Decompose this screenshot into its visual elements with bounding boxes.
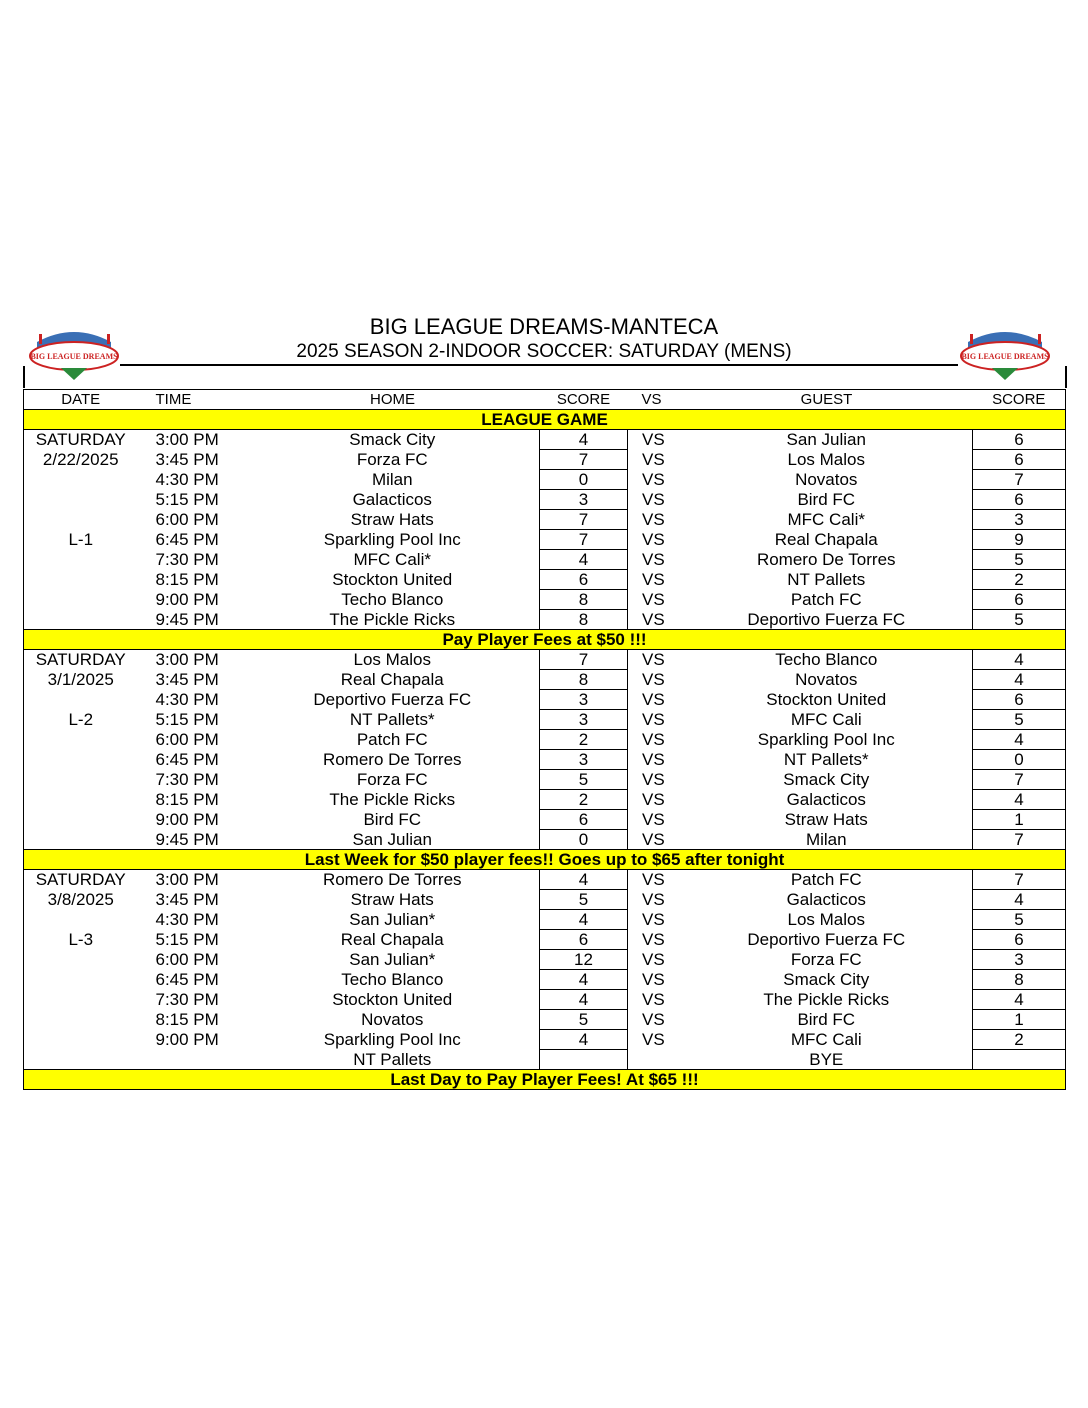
home-team: Novatos — [361, 1010, 424, 1029]
game-time: 3:00 PM — [155, 430, 219, 450]
date-label: 3/1/2025 — [47, 670, 114, 689]
date-label — [24, 1010, 138, 1030]
game-row — [24, 890, 1066, 910]
game-row — [24, 990, 1066, 1010]
home-team: The Pickle Ricks — [329, 609, 456, 629]
game-row — [24, 870, 1066, 890]
svg-text:BIG LEAGUE DREAMS: BIG LEAGUE DREAMS — [30, 352, 118, 361]
date-label — [24, 730, 138, 750]
vs-label: VS — [642, 710, 665, 729]
date-label — [24, 750, 138, 770]
vs-label: VS — [642, 430, 665, 450]
game-time: 5:15 PM — [155, 930, 219, 949]
home-score: 5 — [540, 1010, 628, 1030]
home-score: 0 — [540, 470, 628, 490]
home-team: Bird FC — [363, 810, 422, 829]
page-subtitle: 2025 SEASON 2-INDOOR SOCCER: SATURDAY (MENS) — [296, 341, 792, 362]
guest-score: 4 — [973, 790, 1066, 810]
home-score: 4 — [540, 1030, 628, 1050]
game-time: 9:45 PM — [155, 829, 219, 849]
game-time: 9:00 PM — [155, 810, 219, 829]
game-time: 4:30 PM — [155, 470, 219, 489]
game-row — [24, 790, 1066, 810]
vs-label: VS — [642, 670, 665, 689]
guest-team: MFC Cali* — [787, 510, 865, 529]
home-score: 7 — [540, 450, 628, 470]
home-team: Romero De Torres — [322, 750, 462, 769]
date-label — [24, 790, 138, 810]
guest-team: Los Malos — [787, 910, 865, 929]
guest-team: Deportivo Fuerza FC — [747, 930, 906, 949]
game-row — [24, 490, 1066, 510]
game-row — [24, 950, 1066, 970]
home-score: 3 — [540, 750, 628, 770]
date-label — [24, 490, 138, 510]
game-time: 8:15 PM — [155, 1010, 219, 1029]
guest-score: 6 — [973, 590, 1066, 610]
home-score: 4 — [540, 430, 628, 450]
guest-team: Bird FC — [797, 490, 856, 509]
vs-label: VS — [642, 530, 665, 549]
game-row — [24, 770, 1066, 790]
home-team: Techo Blanco — [341, 970, 444, 989]
banner-row — [24, 410, 1066, 430]
home-team: NT Pallets — [353, 1049, 432, 1069]
game-row — [24, 670, 1066, 690]
home-score: 4 — [540, 910, 628, 930]
date-label — [24, 830, 138, 850]
vs-label: VS — [642, 870, 665, 890]
date-label — [24, 910, 138, 930]
home-score: 4 — [540, 990, 628, 1010]
home-team: Patch FC — [356, 730, 428, 749]
guest-team: Smack City — [783, 770, 870, 789]
home-team: Milan — [371, 470, 413, 489]
vs-label: VS — [642, 910, 665, 929]
guest-team: Techo Blanco — [775, 650, 878, 670]
home-team: Forza FC — [356, 450, 428, 469]
home-score: 2 — [540, 730, 628, 750]
guest-score: 0 — [973, 750, 1066, 770]
game-time: 3:45 PM — [155, 670, 219, 689]
guest-team: Romero De Torres — [756, 550, 896, 569]
guest-score: 1 — [973, 1010, 1066, 1030]
vs-label: VS — [642, 609, 665, 629]
guest-team: Galacticos — [786, 890, 866, 909]
date-label — [24, 550, 138, 570]
home-team: NT Pallets* — [349, 710, 435, 729]
home-team: Sparkling Pool Inc — [323, 1030, 461, 1049]
guest-team: Novatos — [795, 470, 858, 489]
guest-team: Deportivo Fuerza FC — [747, 609, 906, 629]
guest-team: Forza FC — [790, 950, 862, 969]
fee-notice-banner: Last Week for $50 player fees!! Goes up to $65 after tonight — [24, 850, 1066, 870]
game-row — [24, 810, 1066, 830]
game-row — [24, 430, 1066, 450]
league-game-banner: LEAGUE GAME — [24, 410, 1066, 430]
guest-team: San Julian — [786, 430, 866, 450]
home-score: 7 — [540, 510, 628, 530]
game-time: 6:00 PM — [155, 950, 219, 969]
home-score: 3 — [540, 710, 628, 730]
guest-score: 2 — [973, 570, 1066, 590]
game-time: 9:00 PM — [155, 1030, 219, 1049]
game-row — [24, 750, 1066, 770]
vs-label: VS — [642, 890, 665, 909]
home-score: 4 — [540, 550, 628, 570]
guest-score: 7 — [973, 770, 1066, 790]
guest-score: 5 — [973, 550, 1066, 570]
home-score: 12 — [540, 950, 628, 970]
game-row — [24, 830, 1066, 850]
game-time: 6:45 PM — [155, 970, 219, 989]
home-team: MFC Cali* — [353, 550, 431, 569]
game-time: 6:00 PM — [155, 510, 219, 529]
game-row — [24, 970, 1066, 990]
home-score: 3 — [540, 690, 628, 710]
home-score: 8 — [540, 590, 628, 610]
home-team: Forza FC — [356, 770, 428, 789]
vs-label: VS — [642, 570, 665, 589]
guest-score: 2 — [973, 1030, 1066, 1050]
vs-label: VS — [642, 650, 665, 670]
guest-team: Patch FC — [790, 590, 862, 609]
home-team: Real Chapala — [340, 930, 444, 949]
home-team: San Julian — [352, 829, 432, 849]
vs-label: VS — [642, 690, 665, 709]
date-label — [24, 610, 138, 630]
game-time: 8:15 PM — [155, 790, 219, 809]
vs-label: VS — [642, 810, 665, 829]
home-score: 8 — [540, 610, 628, 630]
game-time: 3:00 PM — [155, 870, 219, 890]
fee-notice-banner: Pay Player Fees at $50 !!! — [24, 630, 1066, 650]
guest-score: 6 — [973, 690, 1066, 710]
banner-row — [24, 630, 1066, 650]
guest-score: 5 — [973, 610, 1066, 630]
date-label: L-1 — [68, 530, 94, 549]
vs-label — [628, 1050, 681, 1070]
game-time: 5:15 PM — [155, 710, 219, 729]
page-title: BIG LEAGUE DREAMS-MANTECA — [369, 314, 719, 339]
vs-label: VS — [642, 990, 665, 1009]
vs-label: VS — [642, 790, 665, 809]
home-score: 7 — [540, 530, 628, 550]
guest-score: 7 — [973, 470, 1066, 490]
home-score: 5 — [540, 890, 628, 910]
column-header-row — [24, 390, 1066, 410]
vs-label: VS — [642, 490, 665, 509]
guest-score: 4 — [973, 650, 1066, 670]
col-date: DATE — [24, 390, 138, 410]
vs-label: VS — [642, 510, 665, 529]
guest-score: 4 — [973, 990, 1066, 1010]
date-label — [24, 770, 138, 790]
guest-team: Milan — [805, 829, 847, 849]
vs-label: VS — [642, 450, 665, 469]
guest-team: Smack City — [783, 970, 870, 989]
home-score: 4 — [540, 870, 628, 890]
date-label: SATURDAY — [35, 870, 126, 890]
col-guest-score: SCORE — [973, 390, 1066, 410]
date-label — [24, 510, 138, 530]
home-team: Deportivo Fuerza FC — [313, 690, 472, 709]
guest-team: Straw Hats — [784, 810, 868, 829]
game-row — [24, 930, 1066, 950]
game-row — [24, 910, 1066, 930]
vs-label: VS — [642, 590, 665, 609]
guest-team: Los Malos — [787, 450, 865, 469]
game-row — [24, 710, 1066, 730]
guest-score: 1 — [973, 810, 1066, 830]
home-team: The Pickle Ricks — [329, 790, 456, 809]
vs-label: VS — [642, 930, 665, 949]
game-time: 9:00 PM — [155, 590, 219, 609]
date-label — [24, 1030, 138, 1050]
game-time: 6:45 PM — [155, 530, 219, 549]
date-label — [24, 570, 138, 590]
vs-label: VS — [642, 750, 665, 769]
home-team: Sparkling Pool Inc — [323, 530, 461, 549]
game-row — [24, 1050, 1066, 1070]
col-home-score: SCORE — [540, 390, 628, 410]
home-team: Straw Hats — [350, 890, 434, 909]
date-label: L-2 — [68, 710, 94, 729]
game-row — [24, 1030, 1066, 1050]
home-team: Stockton United — [332, 990, 453, 1009]
date-label — [24, 690, 138, 710]
guest-score: 5 — [973, 910, 1066, 930]
game-row — [24, 450, 1066, 470]
guest-team: The Pickle Ricks — [763, 990, 890, 1009]
date-label — [24, 1050, 138, 1070]
guest-score: 5 — [973, 710, 1066, 730]
svg-text:BIG LEAGUE DREAMS: BIG LEAGUE DREAMS — [961, 352, 1049, 361]
col-home: HOME — [246, 390, 540, 410]
game-row — [24, 730, 1066, 750]
guest-score: 4 — [973, 670, 1066, 690]
home-team: Smack City — [349, 430, 436, 450]
guest-team: BYE — [809, 1049, 844, 1069]
game-row — [24, 510, 1066, 530]
guest-score: 6 — [973, 430, 1066, 450]
game-row — [24, 650, 1066, 670]
col-guest: GUEST — [681, 390, 973, 410]
banner-row — [24, 850, 1066, 870]
header-frame — [23, 366, 1067, 388]
guest-score — [973, 1050, 1066, 1070]
guest-score: 7 — [973, 830, 1066, 850]
guest-team: MFC Cali — [790, 1030, 862, 1049]
home-score: 2 — [540, 790, 628, 810]
date-label: L-3 — [68, 930, 94, 949]
game-time: 7:30 PM — [155, 550, 219, 569]
home-score: 6 — [540, 570, 628, 590]
guest-score: 7 — [973, 870, 1066, 890]
home-score: 5 — [540, 770, 628, 790]
guest-team: MFC Cali — [790, 710, 862, 729]
guest-score: 3 — [973, 510, 1066, 530]
game-time: 7:30 PM — [155, 770, 219, 789]
home-score: 4 — [540, 970, 628, 990]
col-time: TIME — [138, 390, 246, 410]
game-time: 3:45 PM — [155, 450, 219, 469]
home-team: Real Chapala — [340, 670, 444, 689]
game-time: 7:30 PM — [155, 990, 219, 1009]
game-time: 5:15 PM — [155, 490, 219, 509]
vs-label: VS — [642, 1010, 665, 1029]
guest-team: Stockton United — [766, 690, 887, 709]
vs-label: VS — [642, 829, 665, 849]
game-time: 3:45 PM — [155, 890, 219, 909]
home-team: Los Malos — [353, 650, 431, 670]
guest-score: 4 — [973, 730, 1066, 750]
guest-team: Galacticos — [786, 790, 866, 809]
vs-label: VS — [642, 550, 665, 569]
date-label — [24, 810, 138, 830]
game-time — [138, 1050, 246, 1070]
banner-row — [24, 1070, 1066, 1090]
vs-label: VS — [642, 950, 665, 969]
date-label — [24, 990, 138, 1010]
game-time: 6:00 PM — [155, 730, 219, 749]
date-label: SATURDAY — [35, 430, 126, 450]
guest-score: 6 — [973, 930, 1066, 950]
date-label: 2/22/2025 — [42, 450, 119, 469]
home-score: 6 — [540, 930, 628, 950]
guest-team: Patch FC — [790, 870, 862, 890]
guest-score: 6 — [973, 490, 1066, 510]
game-row — [24, 690, 1066, 710]
game-time: 4:30 PM — [155, 910, 219, 929]
home-team: San Julian* — [349, 910, 436, 929]
date-label — [24, 590, 138, 610]
guest-score: 4 — [973, 890, 1066, 910]
home-score: 8 — [540, 670, 628, 690]
col-vs: VS — [628, 390, 681, 410]
home-score — [540, 1050, 628, 1070]
date-label: SATURDAY — [35, 650, 126, 670]
game-row — [24, 550, 1066, 570]
guest-score: 8 — [973, 970, 1066, 990]
date-label — [24, 970, 138, 990]
game-time: 6:45 PM — [155, 750, 219, 769]
home-team: Straw Hats — [350, 510, 434, 529]
vs-label: VS — [642, 730, 665, 749]
date-label: 3/8/2025 — [47, 890, 114, 909]
guest-score: 3 — [973, 950, 1066, 970]
game-time: 8:15 PM — [155, 570, 219, 589]
home-team: San Julian* — [349, 950, 436, 969]
home-score: 7 — [540, 650, 628, 670]
guest-team: NT Pallets — [787, 570, 866, 589]
fee-notice-banner: Last Day to Pay Player Fees! At $65 !!! — [24, 1070, 1066, 1090]
game-row — [24, 530, 1066, 550]
home-score: 3 — [540, 490, 628, 510]
guest-team: Novatos — [795, 670, 858, 689]
vs-label: VS — [642, 970, 665, 989]
date-label — [24, 950, 138, 970]
vs-label: VS — [642, 1030, 665, 1049]
home-score: 0 — [540, 830, 628, 850]
game-row — [24, 470, 1066, 490]
game-row — [24, 570, 1066, 590]
vs-label: VS — [642, 770, 665, 789]
guest-team: Bird FC — [797, 1010, 856, 1029]
game-time: 3:00 PM — [155, 650, 219, 670]
home-team: Romero De Torres — [322, 870, 462, 890]
home-team: Techo Blanco — [341, 590, 444, 609]
home-team: Galacticos — [352, 490, 432, 509]
guest-team: Sparkling Pool Inc — [757, 730, 895, 749]
guest-team: NT Pallets* — [783, 750, 869, 769]
date-label — [24, 470, 138, 490]
game-row — [24, 590, 1066, 610]
game-time: 4:30 PM — [155, 690, 219, 709]
game-row — [24, 1010, 1066, 1030]
schedule-table — [23, 389, 1066, 1090]
guest-team: Real Chapala — [774, 530, 878, 549]
home-score: 6 — [540, 810, 628, 830]
game-time: 9:45 PM — [155, 609, 219, 629]
guest-score: 9 — [973, 530, 1066, 550]
home-team: Stockton United — [332, 570, 453, 589]
guest-score: 6 — [973, 450, 1066, 470]
game-row — [24, 610, 1066, 630]
vs-label: VS — [642, 470, 665, 489]
